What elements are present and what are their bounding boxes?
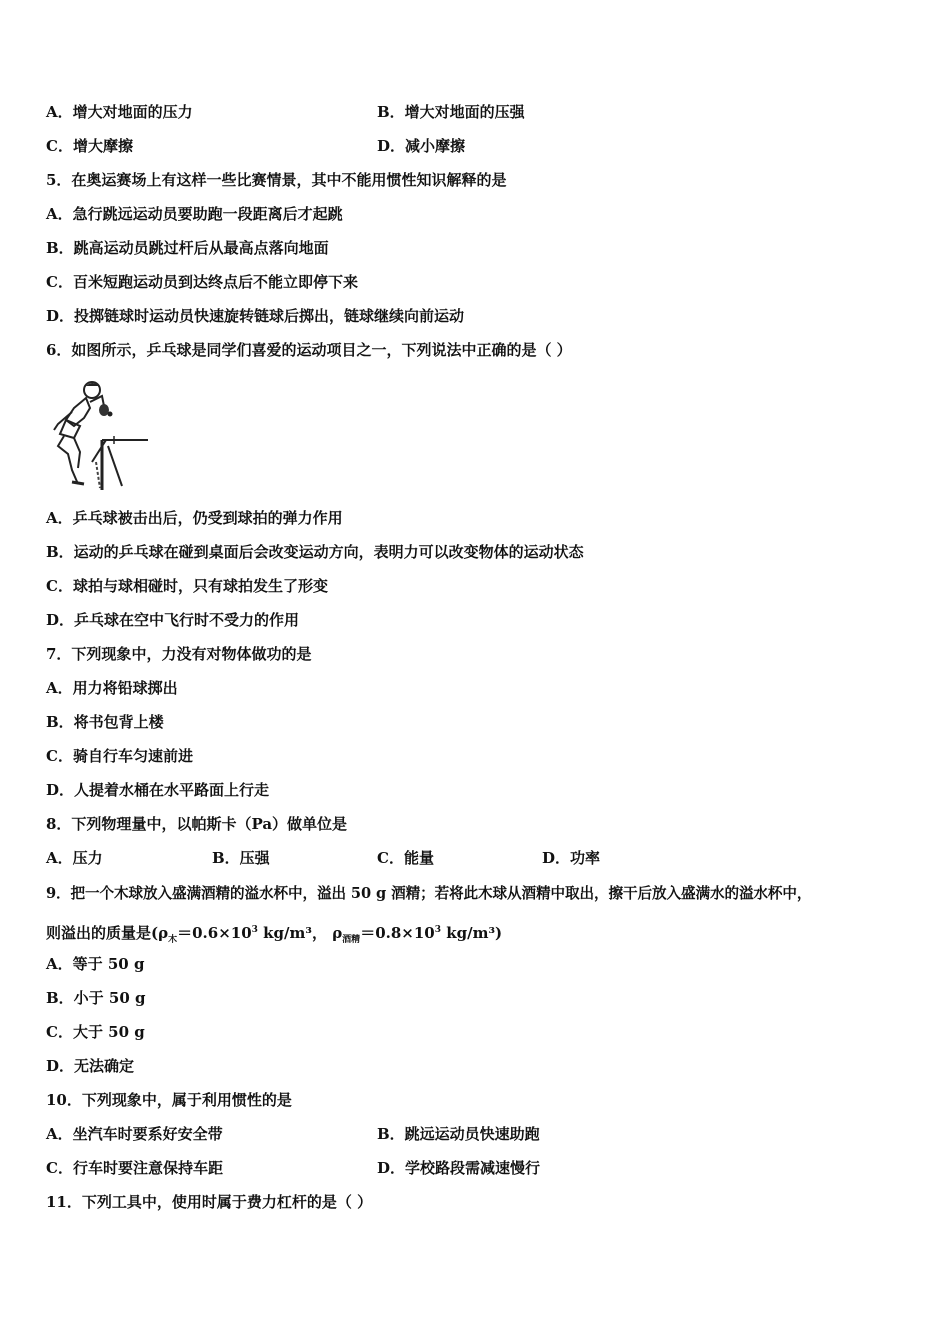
q9-option-b: B．小于 50 g	[46, 989, 146, 1007]
q7-option-c: C．骑自行车匀速前进	[46, 747, 193, 765]
q8-option-d: D．功率	[542, 849, 601, 867]
wood-density-exp: 3	[251, 925, 258, 935]
q4-option-c: C．增大摩擦	[46, 137, 133, 155]
q6-option-b: B．运动的乒乓球在碰到桌面后会改变运动方向，表明力可以改变物体的运动状态	[46, 543, 584, 561]
q5-option-a: A．急行跳远运动员要助跑一段距离后才起跳	[46, 205, 343, 223]
q9-stem-line1: 9．把一个木球放入盛满酒精的溢水杯中，溢出 50 g 酒精；若将此木球从酒精中取出，擦干后放入盛满水的溢水杯中，	[46, 885, 812, 902]
q9-option-d: D．无法确定	[46, 1057, 135, 1075]
rho-symbol: ρ	[158, 924, 169, 942]
q6-stem: 6．如图所示，乒乓球是同学们喜爱的运动项目之一，下列说法中正确的是（ ）	[46, 341, 572, 359]
q6-option-a: A．乒乓球被击出后，仍受到球拍的弹力作用	[46, 509, 343, 527]
q10-option-d: D．学校路段需减速慢行	[377, 1159, 541, 1177]
q10-option-c: C．行车时要注意保持车距	[46, 1159, 223, 1177]
q10-stem: 10．下列现象中，属于利用惯性的是	[46, 1091, 292, 1109]
rho-symbol-2: ρ	[332, 924, 343, 942]
q10-option-a: A．坐汽车时要系好安全带	[46, 1125, 223, 1143]
q6-option-d: D．乒乓球在空中飞行时不受力的作用	[46, 611, 300, 629]
q9-stem-line2	[46, 920, 502, 950]
q8-option-b: B．压强	[212, 849, 270, 867]
q5-stem: 5．在奥运赛场上有这样一些比赛情景，其中不能用惯性知识解释的是	[46, 171, 507, 189]
q7-option-d: D．人提着水桶在水平路面上行走	[46, 781, 270, 799]
q9-stem-line2-pre: 则溢出的质量是(	[46, 924, 159, 942]
alcohol-density-exp: 3	[434, 925, 441, 935]
q4-option-d: D．减小摩擦	[377, 137, 466, 155]
q9-option-c: C．大于 50 g	[46, 1023, 145, 1041]
q6-option-c: C．球拍与球相碰时，只有球拍发生了形变	[46, 577, 328, 595]
alcohol-density-unit: kg/m³)	[441, 924, 503, 942]
q10-option-b: B．跳远运动员快速助跑	[377, 1125, 540, 1143]
wood-density-eq: ＝0.6×10	[177, 924, 252, 942]
ping-pong-player-figure	[44, 378, 152, 496]
q8-stem: 8．下列物理量中，以帕斯卡（Pa）做单位是	[46, 815, 348, 833]
alcohol-density-eq: ＝0.8×10	[360, 924, 435, 942]
q5-option-d: D．投掷链球时运动员快速旋转链球后掷出，链球继续向前运动	[46, 307, 465, 325]
q8-option-a: A．压力	[46, 849, 103, 867]
rho-sub-wood: 木	[168, 935, 178, 945]
q4-option-a: A．增大对地面的压力	[46, 103, 193, 121]
rho-sub-alcohol: 酒精	[342, 935, 361, 945]
q4-option-b: B．增大对地面的压强	[377, 103, 525, 121]
q7-option-b: B．将书包背上楼	[46, 713, 164, 731]
wood-density-unit: kg/m³，	[257, 924, 327, 942]
q5-option-b: B．跳高运动员跳过杆后从最高点落向地面	[46, 239, 329, 257]
ping-pong-player-icon	[44, 378, 152, 496]
q9-option-a: A．等于 50 g	[46, 955, 145, 973]
q7-stem: 7．下列现象中，力没有对物体做功的是	[46, 645, 312, 663]
q8-option-c: C．能量	[377, 849, 434, 867]
q11-stem: 11．下列工具中，使用时属于费力杠杆的是（ ）	[46, 1193, 373, 1211]
q7-option-a: A．用力将铅球掷出	[46, 679, 178, 697]
q5-option-c: C．百米短跑运动员到达终点后不能立即停下来	[46, 273, 358, 291]
